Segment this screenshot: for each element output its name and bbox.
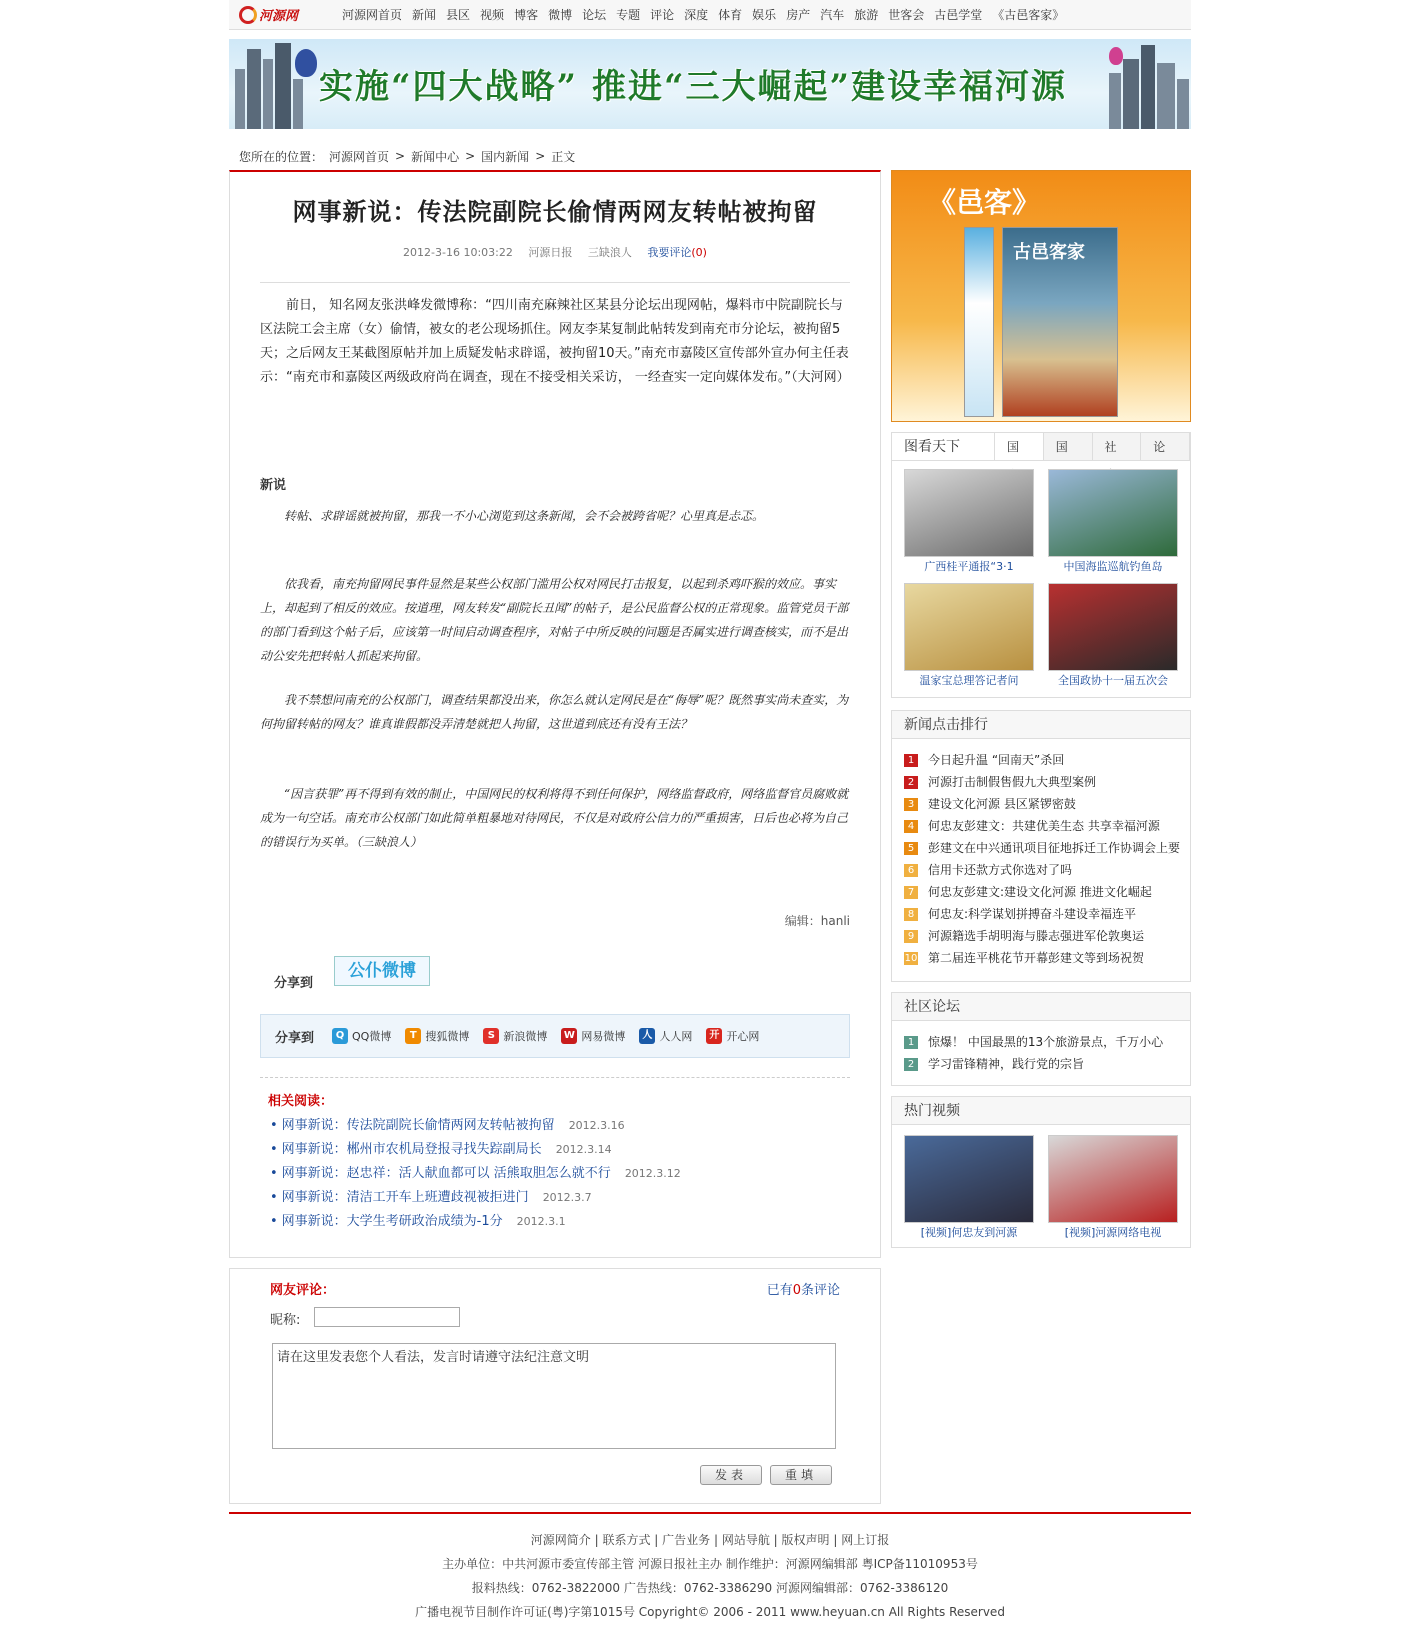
forum-item-title: 学习雷锋精神，践行党的宗旨 [928,1057,1085,1071]
breadcrumb-item[interactable]: 新闻中心 [411,149,460,164]
nav-link[interactable]: 视频 [480,8,505,22]
bullet-icon: • [270,1214,278,1229]
forum-item[interactable] [904,1053,1190,1075]
building-shape [263,59,273,129]
tab-forum[interactable]: 论 [1141,433,1190,460]
magazine-title: 古邑客家 [1013,242,1085,263]
video-box [891,1096,1191,1248]
related-item[interactable] [270,1186,681,1210]
share-item-label: QQ微博 [352,1030,392,1043]
rank-item-title: 今日起升温 “回南天”杀回 [928,753,1065,767]
picture-grid [892,461,1190,691]
related-item[interactable] [270,1138,681,1162]
building-shape [293,79,303,129]
tab-international[interactable]: 国 [1044,433,1093,460]
news-photo[interactable] [904,469,1034,557]
building-shape [1157,63,1175,129]
rank-number: 7 [904,886,918,899]
footer-copyright: 广播电视节目制作许可证(粤)字第1015号 Copyright© 2006 - 2011 www.heyuan.cn All Rights Reserved [415,1605,1005,1619]
rank-box [891,710,1191,982]
rank-item-title: 河源籍选手胡明海与滕志强进军伦敦奥运 [928,929,1145,943]
breadcrumb [229,146,1191,166]
submit-button[interactable]: 发表 [700,1465,762,1485]
footer-sep: | [650,1533,663,1547]
picture-item[interactable] [904,583,1034,691]
article-meta [230,244,880,260]
footer-link[interactable]: 联系方式 [602,1533,651,1547]
forum-title: 社区论坛 [892,993,1190,1021]
share-label: 分享到 [274,976,314,991]
nickname-label: 昵称: [270,1313,301,1328]
nav-link[interactable]: 微博 [548,8,573,22]
footer-link[interactable]: 广告业务 [662,1533,711,1547]
rank-item-title: 彭建文在中兴通讯项目征地拆迁工作协调会上要 [928,841,1181,855]
rank-list [892,739,1190,969]
breadcrumb-sep: > [465,149,476,163]
article-author: 三缺浪人 [587,246,632,259]
share-item-label: 人人网 [659,1030,693,1043]
video-caption[interactable]: [视频]何忠友到河源 [920,1226,1018,1239]
nav-link[interactable]: 古邑学堂 [934,8,983,22]
share-kaixin[interactable] [706,1028,759,1044]
share-item-label: 开心网 [726,1030,760,1043]
site-logo[interactable] [239,2,321,28]
building-shape [1109,73,1121,129]
forum-list [892,1021,1190,1075]
article-editor: 编辑：hanli [784,914,850,928]
video-thumbnail[interactable] [904,1135,1034,1223]
rank-item[interactable] [904,903,1190,925]
footer-sep: | [829,1533,842,1547]
picture-item[interactable] [1048,583,1178,691]
related-item-date: 2012.3.1 [516,1215,566,1228]
related-item-title: 网事新说：大学生考研政治成绩为-1分 [281,1214,503,1229]
related-item[interactable] [270,1114,681,1138]
rank-item[interactable] [904,881,1190,903]
nav-link[interactable]: 《古邑客家》 [992,8,1065,22]
qq-weibo-icon: Q [332,1028,348,1044]
video-thumbnail[interactable] [1048,1135,1178,1223]
nav-link[interactable]: 深度 [684,8,709,22]
rank-number: 6 [904,864,918,877]
article-paragraph: 依我看，南充拘留网民事件显然是某些公权部门滥用公权对网民打击报复，以起到杀鸡吓猴的效应。事实上，却起到了相反的效应。按道理，网友转发“副院长丑闻”的帖子，是公民监督公权的正常现象。监管党员干部的部门看到这个帖子后，应该第一时间启动调查程序，对帖子中所反映的问题是否属实进行调查核实，而不是出动公安先把转帖人抓起来拘留。 [260,577,849,663]
video-title: 热门视频 [892,1097,1190,1125]
picture-news-box [891,432,1191,698]
rank-number: 10 [904,952,918,964]
nav-link[interactable]: 娱乐 [752,8,777,22]
picture-box-title: 图看天下 [892,433,995,460]
gongpu-weibo-button[interactable]: 公仆微博 [334,956,430,986]
renren-icon: 人 [639,1028,655,1044]
rank-item[interactable] [904,947,1190,969]
forum-number: 1 [904,1036,918,1049]
picture-caption[interactable]: 中国海监巡航钓鱼岛 [1063,560,1163,573]
share-item-label: 网易微博 [581,1030,626,1043]
comment-count: (0) [691,246,707,259]
comment-box [229,1268,881,1504]
footer-link[interactable]: 河源网简介 [530,1533,591,1547]
comment-link[interactable] [647,246,707,259]
picture-caption[interactable]: 温家宝总理答记者问 [919,674,1019,687]
related-item[interactable] [270,1162,681,1186]
comment-count-link[interactable] [767,1279,840,1298]
footer-sponsor: 主办单位：中共河源市委宣传部主管 河源日报社主办 制作维护：河源网编辑部 粤ICP备11010953号 [442,1557,978,1571]
nav-link[interactable]: 房产 [786,8,811,22]
footer-link[interactable]: 版权声明 [781,1533,830,1547]
tab-domestic[interactable]: 国 [995,433,1044,460]
nav-links [337,6,1069,23]
comment-count-prefix: 已有 [766,1283,793,1298]
rank-item[interactable] [904,925,1190,947]
banner-slogan: 实施“四大战略” 推进“三大崛起”建设幸福河源 [319,67,1068,107]
related-item-title: 网事新说：郴州市农机局登报寻找失踪副局长 [281,1142,542,1157]
related-item-date: 2012.3.14 [555,1143,612,1156]
article-source: 河源日报 [528,246,573,259]
sohu-weibo-icon: T [405,1028,421,1044]
share-renren[interactable] [639,1028,692,1044]
footer-sep: | [710,1533,722,1547]
sina-weibo-icon: S [483,1028,499,1044]
related-item[interactable] [270,1210,681,1234]
comment-count-number: 0 [792,1283,801,1298]
article-title: 网事新说：传法院副院长偷情两网友转帖被拘留 [292,197,818,226]
nickname-input[interactable] [314,1307,460,1327]
nav-link[interactable]: 河源网首页 [342,8,403,22]
related-item-title: 网事新说：赵忠祥：活人献血都可以 活熊取胆怎么就不行 [281,1166,611,1181]
comment-textarea[interactable] [272,1343,836,1449]
comment-link-label: 我要评论 [647,246,692,259]
rank-item[interactable] [904,837,1190,859]
breadcrumb-sep: > [395,149,406,163]
rank-item-title: 建设文化河源 县区紧锣密鼓 [928,797,1076,811]
rank-item[interactable] [904,749,1190,771]
nav-link[interactable]: 世客会 [888,8,925,22]
forum-item[interactable] [904,1031,1190,1053]
kaixin-icon: 开 [706,1028,722,1044]
article-date: 2012-3-16 10:03:22 [403,246,513,259]
share-bar [260,1014,850,1058]
nav-link[interactable]: 新闻 [412,8,437,22]
article-paragraph: “因言获罪”再不得到有效的制止，中国网民的权利将得不到任何保护，网络监督政府，网络监督官员腐败就成为一句空话。南充市公权部门如此简单粗暴地对待网民，不仅是对政府公信力的严重损害，日后也必将为自己的错误行为买单。（三缺浪人） [260,787,849,849]
divider [260,1077,850,1078]
breadcrumb-label: 您所在的位置： [239,149,324,164]
breadcrumb-item[interactable]: 国内新闻 [481,149,530,164]
footer-sep: | [590,1533,603,1547]
picture-tabs [892,433,1190,461]
banner [229,39,1191,129]
breadcrumb-sep: > [535,149,546,163]
logo-text: 河源网 [259,9,299,24]
comment-title: 网友评论： [270,1283,336,1298]
share-sohu-weibo[interactable] [405,1028,469,1044]
nav-link[interactable]: 博客 [514,8,539,22]
forum-item-title: 惊爆！ 中国最黑的13个旅游景点，千万小心 [928,1035,1164,1049]
news-photo[interactable] [1048,469,1178,557]
forum-number: 2 [904,1058,918,1071]
balloon-icon [1109,47,1123,65]
picture-item[interactable] [1048,469,1178,577]
article-paragraph: 转帖、求辟谣就被拘留，那我一不小心浏览到这条新闻，会不会被跨省呢？心里真是忐忑。 [284,509,765,523]
article-subhead: 新说 [260,478,287,493]
nav-link[interactable]: 汽车 [820,8,845,22]
nav-link[interactable]: 县区 [446,8,471,22]
footer-links [229,1528,1191,1552]
logo-icon [239,6,257,24]
related-item-date: 2012.3.7 [542,1191,592,1204]
related-list [270,1114,681,1234]
rank-number: 5 [904,842,918,855]
rank-item-title: 何忠友彭建文:建设文化河源 推进文化崛起 [928,885,1152,899]
tab-society[interactable]: 社 [1093,433,1142,460]
bullet-icon: • [270,1142,278,1157]
related-item-date: 2012.3.12 [624,1167,681,1180]
magazine-cover [964,227,994,417]
breadcrumb-item: 正文 [551,149,576,164]
comment-count-suffix: 条评论 [800,1283,840,1298]
rank-item-title: 信用卡还款方式你选对了吗 [928,863,1073,877]
magazine-cover [1002,227,1118,417]
picture-caption[interactable]: 广西桂平通报“3·1 [924,560,1014,573]
news-photo[interactable] [904,583,1034,671]
building-shape [247,49,261,129]
nav-link[interactable]: 专题 [616,8,641,22]
bullet-icon: • [270,1118,278,1133]
footer-link[interactable]: 网站导航 [721,1533,770,1547]
bullet-icon: • [270,1166,278,1181]
footer [229,1528,1191,1624]
building-shape [1141,45,1155,129]
reset-button[interactable]: 重填 [770,1465,832,1485]
video-list [892,1125,1190,1243]
building-shape [275,43,291,129]
video-item[interactable] [1048,1135,1178,1243]
article-paragraph: 前日， 知名网友张洪峰发微博称：“四川南充麻辣社区某县分论坛出现网帖，爆料市中院副院长与区法院工会主席（女）偷情，被女的老公现场抓住。网友李某复制此帖转发到南充市分论坛，被拘留5天；之后网友王某截图原帖并加上质疑发帖求辟谣，被拘留10天。”南充市嘉陵区宣传部外宣办何主任表示：“南充市和嘉陵区两级政府尚在调查，现在不接受相关采访， 一经查实一定向媒体发布。”（大河网） [260,298,850,385]
nav-link[interactable]: 体育 [718,8,743,22]
rank-item-title: 第二届连平桃花节开幕彭建文等到场祝贺 [928,951,1145,965]
balloon-icon [295,49,317,77]
share-item-label: 新浪微博 [503,1030,548,1043]
breadcrumb-item[interactable]: 河源网首页 [329,149,390,164]
share-item-label: 搜狐微博 [425,1030,470,1043]
picture-caption[interactable]: 全国政协十一届五次会 [1058,674,1168,687]
building-shape [235,69,245,129]
share-bar-label: 分享到 [275,1030,315,1046]
footer-divider [229,1512,1191,1514]
rank-number: 4 [904,820,918,833]
rank-number: 1 [904,754,918,767]
article-panel [229,170,881,1258]
promo-title: 《邑客》 [928,186,1041,219]
forum-box [891,992,1191,1086]
share-qq-weibo[interactable] [332,1028,391,1044]
share-sina-weibo[interactable] [483,1028,547,1044]
footer-sep: | [769,1533,782,1547]
divider [260,282,850,283]
related-item-date: 2012.3.16 [568,1119,625,1132]
rank-item[interactable] [904,771,1190,793]
video-caption[interactable]: [视频]河源网络电视 [1064,1226,1162,1239]
related-item-title: 网事新说：传法院副院长偷情两网友转帖被拘留 [281,1118,555,1133]
nav-link[interactable]: 评论 [650,8,675,22]
footer-hotline: 报料热线：0762-3822000 广告热线：0762-3386290 河源网编辑部：0762-3386120 [471,1581,949,1595]
picture-item[interactable] [904,469,1034,577]
rank-item[interactable] [904,793,1190,815]
nav-link[interactable]: 论坛 [582,8,607,22]
footer-link[interactable]: 网上订报 [841,1533,890,1547]
rank-item-title: 何忠友彭建文：共建优美生态 共享幸福河源 [928,819,1160,833]
rank-number: 8 [904,908,918,921]
nav-link[interactable]: 旅游 [854,8,879,22]
building-shape [1123,59,1139,129]
related-item-title: 网事新说：清洁工开车上班遭歧视被拒进门 [281,1190,529,1205]
building-shape [1177,79,1189,129]
yike-promo[interactable] [891,170,1191,422]
rank-number: 9 [904,930,918,943]
rank-item[interactable] [904,815,1190,837]
share-netease-weibo[interactable] [561,1028,625,1044]
rank-number: 3 [904,798,918,811]
news-photo[interactable] [1048,583,1178,671]
top-nav [229,0,1191,30]
rank-item-title: 何忠友:科学谋划拼搏奋斗建设幸福连平 [928,907,1137,921]
article-paragraph: 我不禁想问南充的公权部门，调查结果都没出来，你怎么就认定网民是在“侮辱”呢？既然事实尚未查实，为何拘留转帖的网友？谁真谁假都没弄清楚就把人拘留，这世道到底还有没有王法？ [260,693,849,731]
video-item[interactable] [904,1135,1034,1243]
netease-weibo-icon: W [561,1028,577,1044]
share-items [332,1028,759,1044]
rank-item[interactable] [904,859,1190,881]
related-title: 相关阅读： [268,1094,334,1109]
bullet-icon: • [270,1190,278,1205]
rank-title: 新闻点击排行 [892,711,1190,739]
rank-item-title: 河源打击制假售假九大典型案例 [928,775,1097,789]
rank-number: 2 [904,776,918,789]
